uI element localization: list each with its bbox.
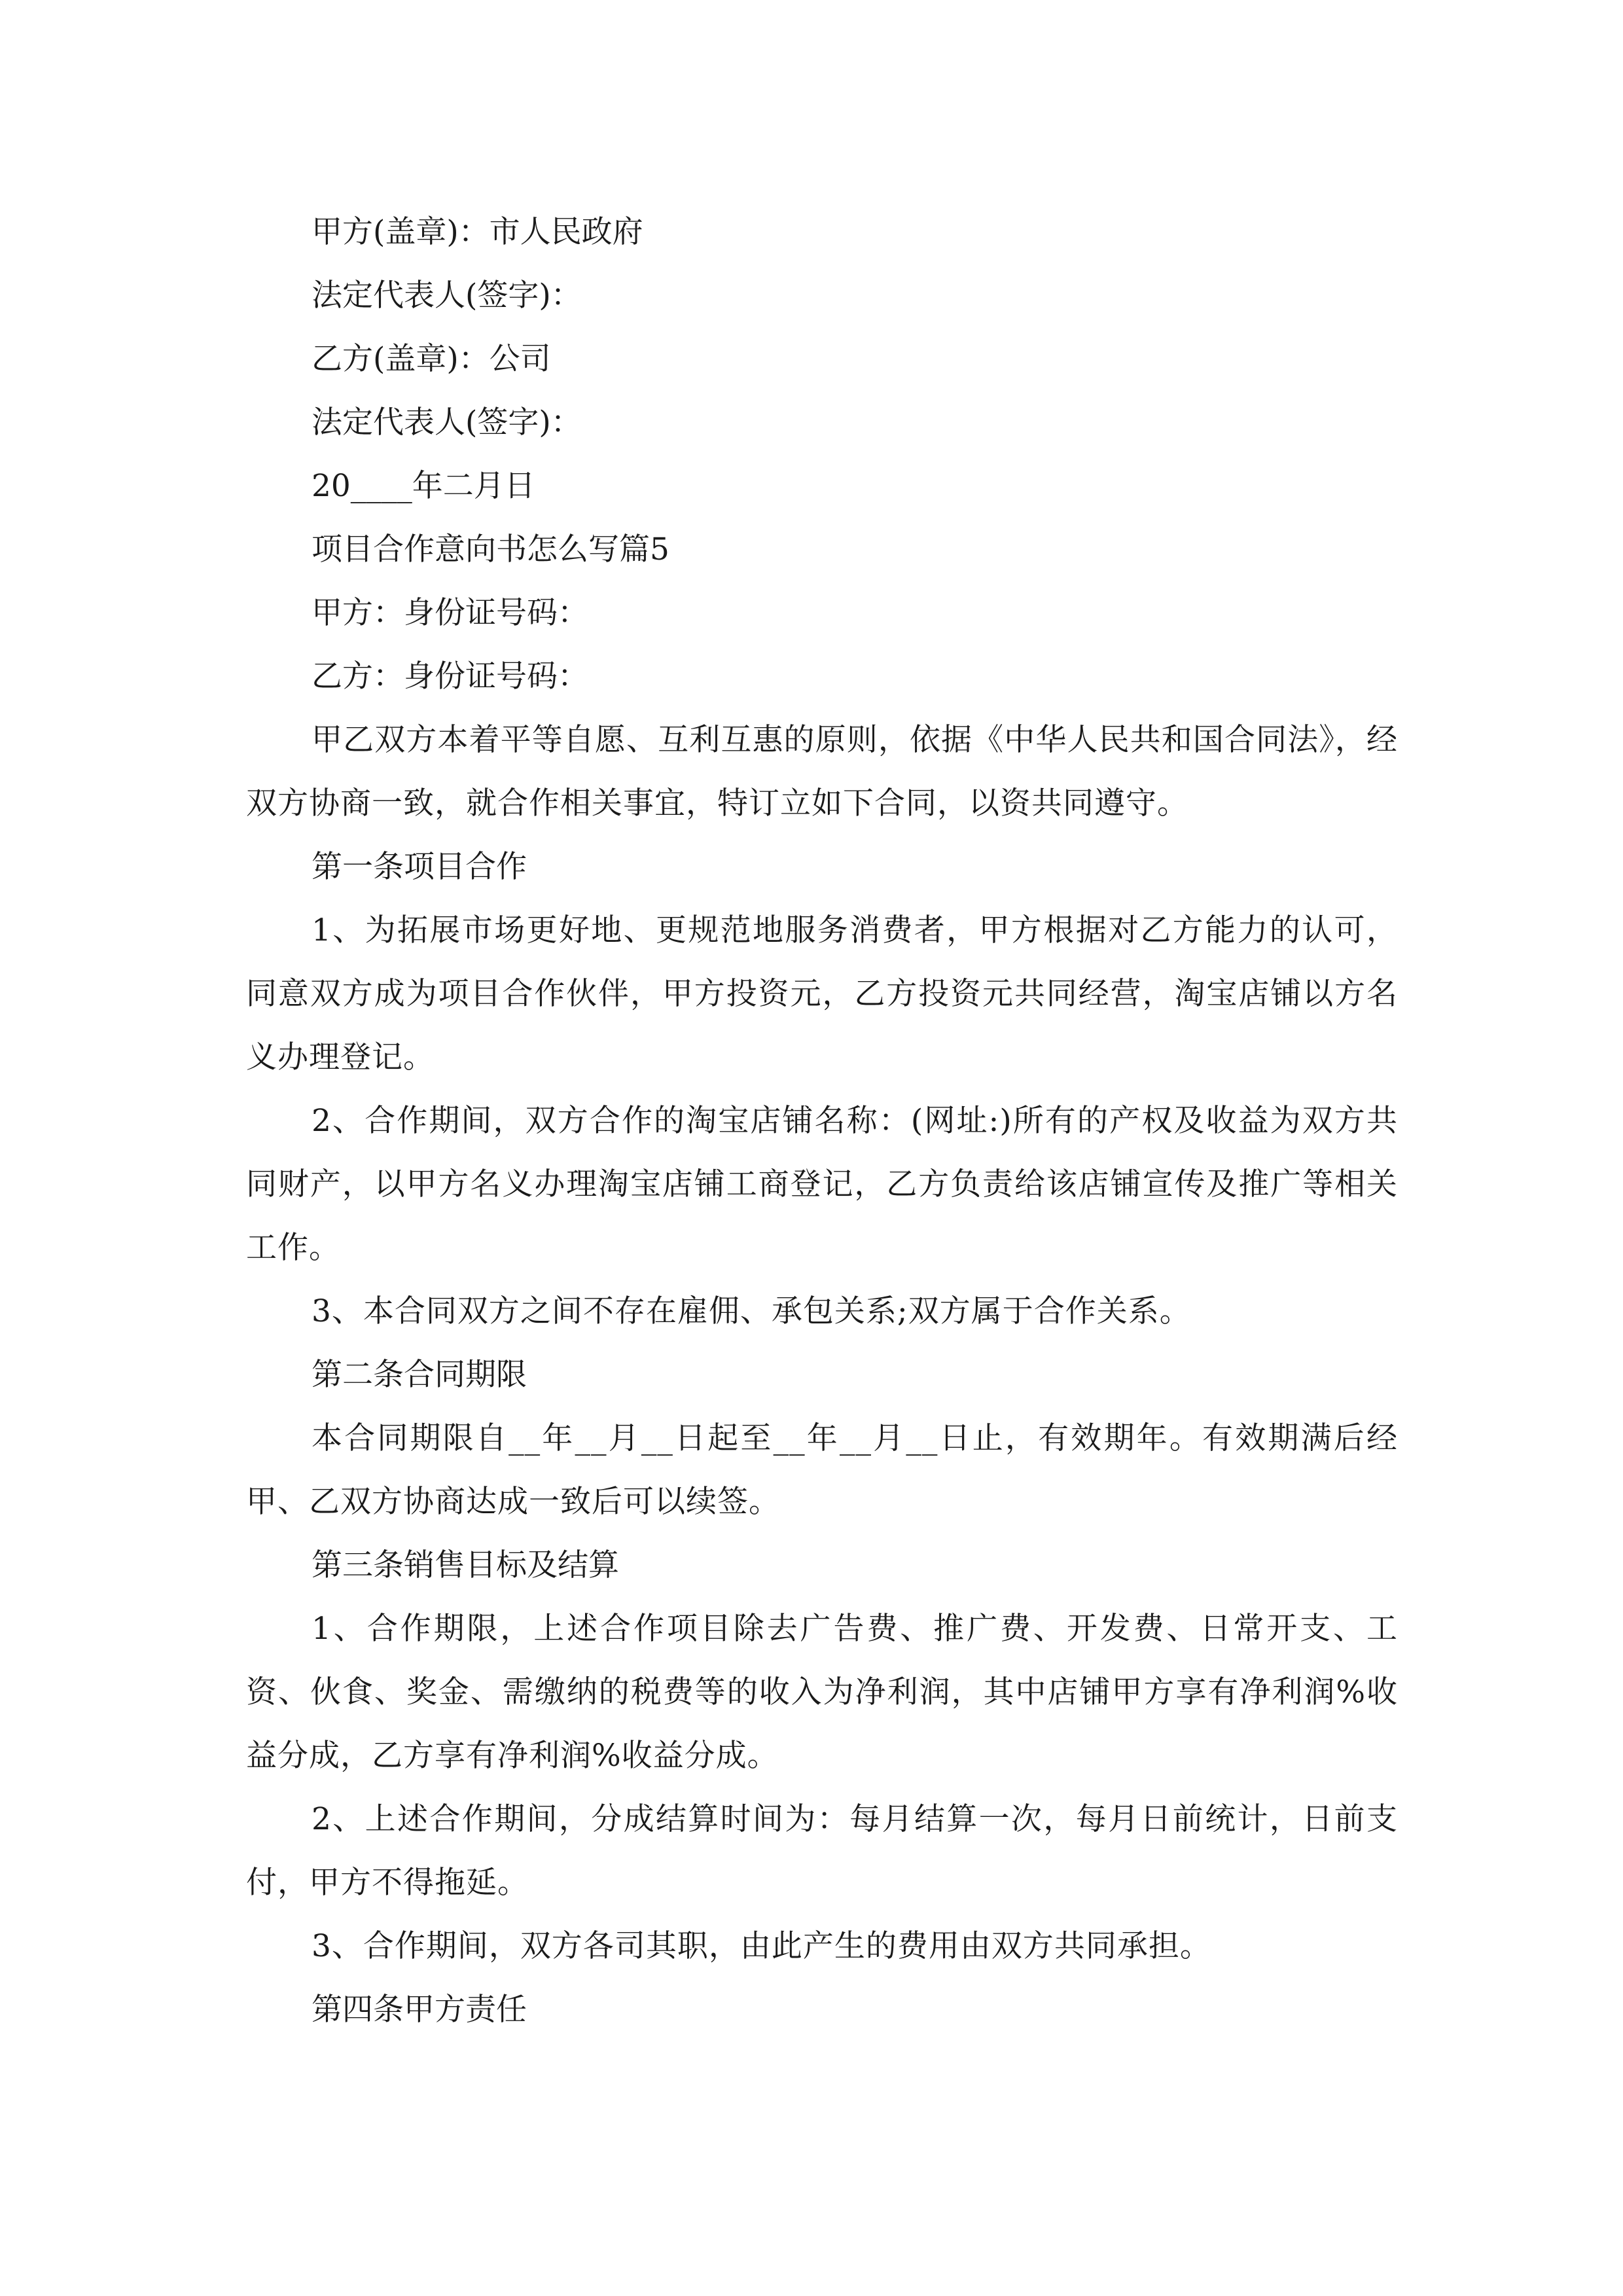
article-4-title: 第四条甲方责任	[312, 1992, 527, 2028]
section-heading: 项目合作意向书怎么写篇5	[312, 531, 669, 567]
article-3-item-2: 2、上述合作期间，分成结算时间为：每月结算一次，每月日前统计，日前支付，甲方不得拖延。	[246, 1801, 1398, 1901]
article-2-paragraph: 本合同期限自__年__月__日起至__年__月__日止，有效期年。有效期满后经甲、乙双方协商达成一致后可以续签。	[246, 1420, 1398, 1520]
party-b-seal-line: 乙方(盖章)：公司	[312, 341, 551, 377]
article-3-item-1: 1、合作期限，上述合作项目除去广告费、推广费、开发费、日常开支、工资、伙食、奖金、需缴纳的税费等的收入为净利润，其中店铺甲方享有净利润%收益分成，乙方享有净利润%收益分成。	[246, 1611, 1398, 1774]
article-1-item-2: 2、合作期间，双方合作的淘宝店铺名称：(网址:)所有的产权及收益为双方共同财产，以甲方名义办理淘宝店铺工商登记，乙方负责给该店铺宣传及推广等相关工作。	[246, 1103, 1398, 1266]
party-a-representative-line: 法定代表人(签字)：	[312, 278, 582, 314]
article-3-title: 第三条销售目标及结算	[312, 1547, 619, 1583]
party-b-representative-line: 法定代表人(签字)：	[312, 404, 582, 440]
party-a-seal-line: 甲方(盖章)：市人民政府	[312, 214, 643, 250]
document-body	[246, 200, 1398, 2041]
date-line: 20____年二月日	[312, 468, 535, 504]
article-3-item-3: 3、合作期间，双方各司其职，由此产生的费用由双方共同承担。	[312, 1928, 1211, 1964]
article-1-title: 第一条项目合作	[312, 849, 527, 885]
article-1-item-3: 3、本合同双方之间不存在雇佣、承包关系;双方属于合作关系。	[312, 1293, 1191, 1329]
party-b-id-line: 乙方：身份证号码：	[312, 658, 588, 694]
party-a-id-line: 甲方：身份证号码：	[312, 595, 588, 631]
intro-paragraph: 甲乙双方本着平等自愿、互利互惠的原则，依据《中华人民共和国合同法》，经双方协商一致，就合作相关事宜，特订立如下合同，以资共同遵守。	[246, 722, 1398, 821]
article-2-title: 第二条合同期限	[312, 1357, 527, 1393]
article-1-item-1: 1、为拓展市场更好地、更规范地服务消费者，甲方根据对乙方能力的认可，同意双方成为项目合作伙伴，甲方投资元，乙方投资元共同经营，淘宝店铺以方名义办理登记。	[246, 912, 1398, 1075]
